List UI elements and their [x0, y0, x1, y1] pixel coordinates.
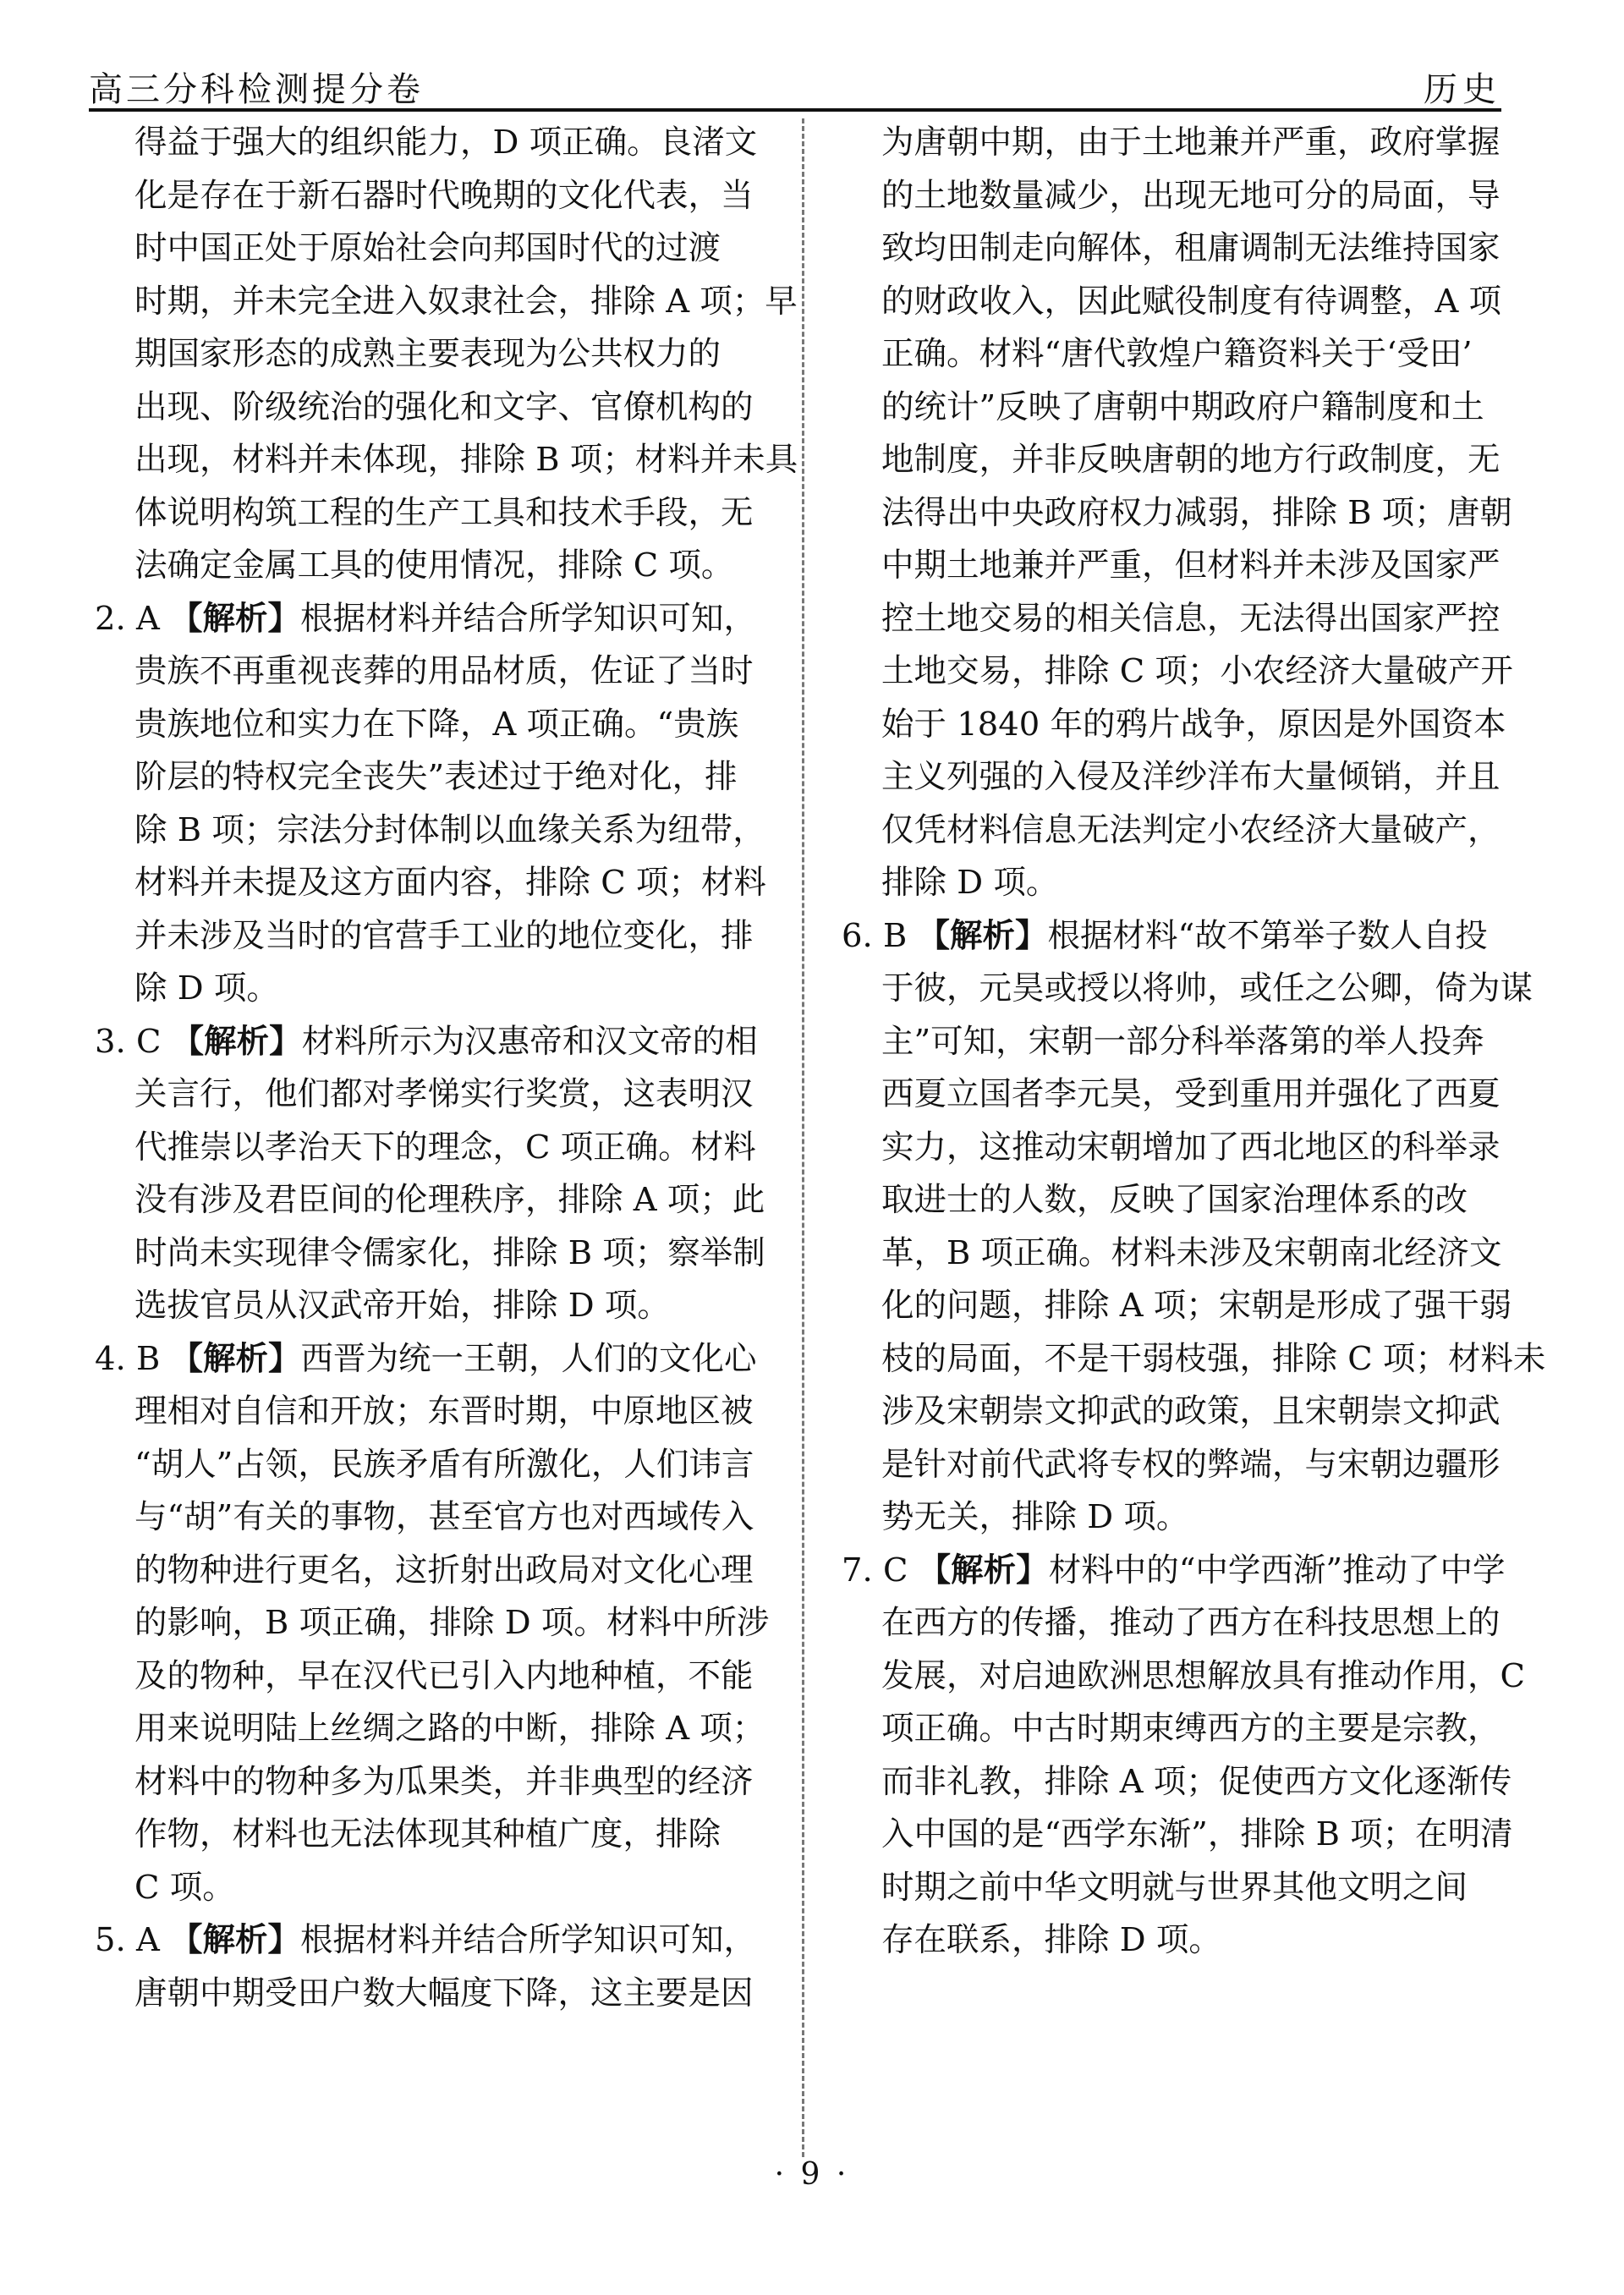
- text-line: 土地交易，排除 C 项；小农经济大量破产开: [881, 652, 1513, 690]
- text-line: 期国家形态的成熟主要表现为公共权力的: [134, 335, 721, 373]
- text-line: 于彼，元昊或授以将帅，或任之公卿，倚为谋: [881, 969, 1533, 1007]
- text-line: 唐朝中期受田户数大幅度下降，这主要是因: [134, 1974, 754, 2012]
- text-line: 4. B 【解析】西晋为统一王朝，人们的文化心: [95, 1339, 757, 1378]
- page-header: [89, 59, 1501, 110]
- header-rule: [89, 108, 1501, 112]
- text-line: 仅凭材料信息无法判定小农经济大量破产，: [881, 810, 1501, 849]
- text-line: 时中国正处于原始社会向邦国时代的过渡: [134, 229, 721, 267]
- text-line: 体说明构筑工程的生产工具和技术手段，无: [134, 493, 754, 532]
- text-line: 为唐朝中期，由于土地兼并严重，政府掌握: [881, 124, 1501, 162]
- page-number: · 9 ·: [774, 2157, 850, 2192]
- text-line: 项正确。中古时期束缚西方的主要是宗教，: [881, 1710, 1501, 1748]
- text-line: 涉及宋朝崇文抑武的政策，且宋朝崇文抑武: [881, 1392, 1501, 1430]
- text-line: 6. B 【解析】根据材料“故不第举子数人自投: [842, 916, 1488, 955]
- text-line: 主”可知，宋朝一部分科举落第的举人投奔: [881, 1022, 1484, 1061]
- text-line: 革，B 项正确。材料未涉及宋朝南北经济文: [881, 1233, 1502, 1272]
- text-line: 除 B 项；宗法分封体制以血缘关系为纽带，: [134, 810, 765, 849]
- text-line: 5. A 【解析】根据材料并结合所学知识可知，: [95, 1921, 757, 1959]
- text-line: C 项。: [134, 1868, 235, 1907]
- text-line: 代推崇以孝治天下的理念，C 项正确。材料: [134, 1128, 756, 1167]
- text-line: 始于 1840 年的鸦片战争，原因是外国资本: [881, 705, 1506, 744]
- text-line: 出现、阶级统治的强化和文字、官僚机构的: [134, 387, 754, 426]
- text-line: 的财政收入，因此赋役制度有待调整，A 项: [881, 282, 1502, 321]
- analysis-tag: 【解析】: [171, 1022, 302, 1061]
- text-line: 出现，材料并未体现，排除 B 项；材料并未具: [134, 441, 798, 479]
- text-line: 排除 D 项。: [881, 864, 1059, 902]
- analysis-tag: 【解析】: [170, 599, 301, 638]
- text-line: 控土地交易的相关信息，无法得出国家严控: [881, 599, 1501, 638]
- text-line: 贵族地位和实力在下降，A 项正确。“贵族: [134, 705, 739, 744]
- text-line: 用来说明陆上丝绸之路的中断，排除 A 项；: [134, 1710, 765, 1748]
- text-line: 的土地数量减少，出现无地可分的局面，导: [881, 176, 1501, 215]
- text-line: 中期土地兼并严重，但材料并未涉及国家严: [881, 546, 1501, 585]
- header-title: 高三分科检测提分卷: [89, 70, 424, 109]
- text-line: 势无关，排除 D 项。: [881, 1498, 1189, 1536]
- text-line: 材料并未提及这方面内容，排除 C 项；材料: [134, 864, 766, 902]
- text-line: 法得出中央政府权力减弱，排除 B 项；唐朝: [881, 493, 1512, 532]
- analysis-tag: 【解析】: [170, 1921, 301, 1959]
- text-line: “胡人”占领，民族矛盾有所激化，人们讳言: [134, 1445, 754, 1484]
- text-line: 关言行，他们都对孝悌实行奖赏，这表明汉: [134, 1075, 754, 1113]
- text-line: 致均田制走向解体，租庸调制无法维持国家: [881, 229, 1501, 267]
- text-line: 除 D 项。: [134, 969, 279, 1007]
- text-line: 正确。材料“唐代敦煌户籍资料关于‘受田’: [881, 335, 1473, 373]
- text-line: 7. C 【解析】材料中的“中学西渐”推动了中学: [842, 1551, 1506, 1589]
- text-line: 理相对自信和开放；东晋时期，中原地区被: [134, 1392, 754, 1430]
- text-line: 的物种进行更名，这折射出政局对文化心理: [134, 1551, 754, 1589]
- text-line: 的统计”反映了唐朝中期政府户籍制度和土: [881, 387, 1484, 426]
- text-line: 发展，对启迪欧洲思想解放具有推动作用，C: [881, 1656, 1525, 1695]
- text-line: 入中国的是“西学东渐”，排除 B 项；在明清: [881, 1815, 1513, 1853]
- text-line: 枝的局面，不是干弱枝强，排除 C 项；材料未: [881, 1339, 1546, 1378]
- column-divider: [802, 118, 804, 2157]
- text-line: 西夏立国者李元昊，受到重用并强化了西夏: [881, 1075, 1501, 1113]
- text-line: 作物，材料也无法体现其种植广度，排除: [134, 1815, 721, 1853]
- right-column: [842, 117, 1546, 1968]
- text-line: 主义列强的入侵及洋纱洋布大量倾销，并且: [881, 758, 1501, 796]
- left-column: [95, 117, 798, 2020]
- text-line: 没有涉及君臣间的伦理秩序，排除 A 项；此: [134, 1181, 765, 1219]
- header-subject: 历史: [1424, 70, 1501, 109]
- text-line: 化是存在于新石器时代晚期的文化代表，当: [134, 176, 754, 215]
- text-line: 化的问题，排除 A 项；宋朝是形成了强干弱: [881, 1287, 1512, 1325]
- text-line: 时尚未实现律令儒家化，排除 B 项；察举制: [134, 1233, 765, 1272]
- text-line: 阶层的特权完全丧失”表述过于绝对化，排: [134, 758, 738, 796]
- text-line: 并未涉及当时的官营手工业的地位变化，排: [134, 916, 754, 955]
- text-line: 2. A 【解析】根据材料并结合所学知识可知，: [95, 599, 757, 638]
- text-line: 在西方的传播，推动了西方在科技思想上的: [881, 1604, 1501, 1642]
- text-line: 时期之前中华文明就与世界其他文明之间: [881, 1868, 1468, 1907]
- text-line: 地制度，并非反映唐朝的地方行政制度，无: [881, 441, 1501, 479]
- text-line: 与“胡”有关的事物，甚至官方也对西域传入: [134, 1498, 754, 1536]
- text-line: 时期，并未完全进入奴隶社会，排除 A 项；早: [134, 282, 798, 321]
- text-line: 存在联系，排除 D 项。: [881, 1921, 1221, 1959]
- text-line: 是针对前代武将专权的弊端，与宋朝边疆形: [881, 1445, 1501, 1484]
- text-line: 得益于强大的组织能力，D 项正确。良渚文: [134, 124, 758, 162]
- analysis-tag: 【解析】: [170, 1339, 301, 1378]
- text-line: 法确定金属工具的使用情况，排除 C 项。: [134, 546, 734, 585]
- analysis-tag: 【解析】: [918, 1551, 1049, 1589]
- text-line: 材料中的物种多为瓜果类，并非典型的经济: [134, 1762, 754, 1801]
- text-line: 选拔官员从汉武帝开始，排除 D 项。: [134, 1287, 670, 1325]
- text-line: 的影响，B 项正确，排除 D 项。材料中所涉: [134, 1604, 770, 1642]
- analysis-tag: 【解析】: [917, 916, 1048, 955]
- text-line: 取进士的人数，反映了国家治理体系的改: [881, 1181, 1468, 1219]
- text-line: 及的物种，早在汉代已引入内地种植，不能: [134, 1656, 754, 1695]
- text-line: 而非礼教，排除 A 项；促使西方文化逐渐传: [881, 1762, 1512, 1801]
- text-line: 3. C 【解析】材料所示为汉惠帝和汉文帝的相: [95, 1022, 758, 1061]
- text-line: 实力，这推动宋朝增加了西北地区的科举录: [881, 1128, 1501, 1167]
- text-line: 贵族不再重视丧葬的用品材质，佐证了当时: [134, 652, 754, 690]
